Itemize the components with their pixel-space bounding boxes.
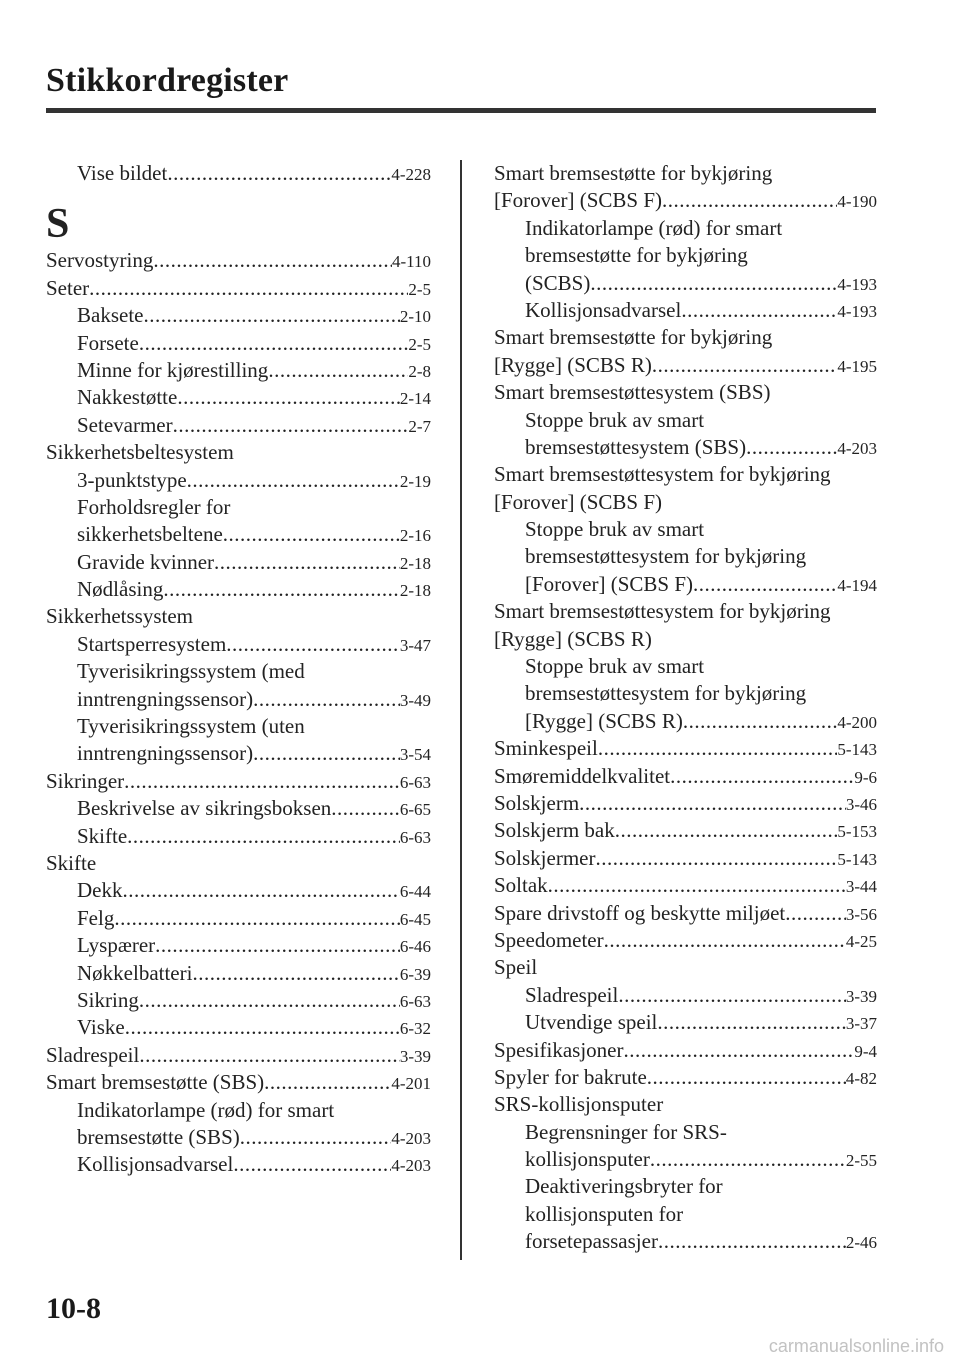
dot-leader: [155, 932, 400, 959]
entry-page-ref: 4-201: [391, 1074, 431, 1094]
entry-page-ref: 4-82: [845, 1068, 877, 1088]
index-subentry: [46, 521, 431, 548]
entry-page-ref: 5-153: [837, 822, 877, 842]
index-subentry: [494, 215, 877, 242]
index-subentry: [494, 543, 877, 570]
index-entry: [46, 275, 431, 302]
entry-page-ref: 4-203: [391, 1156, 431, 1176]
entry-page-ref: 2-5: [408, 279, 431, 299]
dot-leader: [223, 521, 400, 548]
entry-term: Stoppe bruk av smart: [525, 654, 705, 679]
index-column-right: [494, 160, 877, 1256]
index-subentry: [46, 467, 431, 494]
entry-term: Indikatorlampe (rød) for smart: [525, 215, 783, 240]
entry-term: Solskjerm bak: [494, 818, 615, 843]
index-entry: [494, 324, 877, 351]
entry-term: (SCBS): [525, 270, 591, 295]
index-subentry: [46, 631, 431, 658]
entry-page-ref: 3-49: [399, 690, 431, 710]
dot-leader: [662, 187, 837, 214]
index-entry: [46, 247, 431, 274]
entry-page-ref: 2-46: [845, 1233, 877, 1253]
section-letter: [46, 187, 431, 247]
index-subentry: [46, 1014, 431, 1041]
entry-term: Smart bremsestøtte for bykjøring: [494, 325, 773, 350]
index-entry: [494, 900, 877, 927]
dot-leader: [163, 576, 400, 603]
entry-page-ref: 5-143: [837, 849, 877, 869]
index-subentry: [494, 434, 877, 461]
entry-page-ref: 4-200: [837, 712, 877, 732]
entry-page-ref: 3-56: [845, 904, 877, 924]
entry-term: forsetepassasjer: [525, 1229, 658, 1254]
entry-page-ref: 4-228: [391, 165, 431, 184]
index-entry: [46, 850, 431, 877]
entry-term: [Rygge] (SCBS R): [525, 708, 683, 733]
dot-leader: [615, 817, 838, 844]
entry-term: [Rygge] (SCBS R): [494, 352, 652, 377]
index-subentry: [494, 680, 877, 707]
entry-page-ref: 6-45: [399, 909, 431, 929]
dot-leader: [598, 735, 837, 762]
entry-page-ref: 4-193: [837, 301, 877, 321]
entry-term: Stoppe bruk av smart: [525, 407, 705, 432]
entry-page-ref: 6-39: [399, 964, 431, 984]
index-subentry: [494, 708, 877, 735]
index-subentry: [494, 297, 877, 324]
entry-page-ref: 2-18: [399, 553, 431, 573]
entry-term: SRS-kollisjonsputer: [494, 1092, 664, 1117]
entry-term: bremsestøtte for bykjøring: [525, 243, 748, 268]
index-subentry: [46, 384, 431, 411]
dot-leader: [143, 302, 399, 329]
dot-leader: [233, 1151, 391, 1178]
dot-leader: [123, 877, 400, 904]
index-subentry: [46, 823, 431, 850]
index-subentry: [46, 932, 431, 959]
watermark: carmanualsonline.info: [768, 1336, 944, 1356]
entry-term: Nøkkelbatteri: [77, 960, 193, 985]
index-entry: [494, 598, 877, 625]
column-divider: [460, 160, 462, 1260]
dot-leader: [623, 1037, 854, 1064]
index-entry: [46, 603, 431, 630]
entry-term: Spare drivstoff og beskytte miljøet: [494, 900, 786, 925]
index-subentry: [46, 576, 431, 603]
dot-leader: [89, 275, 408, 302]
index-subentry: [46, 877, 431, 904]
index-column-left: [46, 160, 431, 1179]
entry-term: Lyspærer: [77, 933, 156, 958]
index-subentry: [494, 1009, 877, 1036]
entry-term: Utvendige speil: [525, 1010, 658, 1035]
index-subentry: [46, 713, 431, 740]
entry-term: bremsestøttesystem (SBS): [525, 434, 747, 459]
index-subentry: [494, 1173, 877, 1200]
index-entry: [494, 872, 877, 899]
entry-page-ref: 4-190: [837, 192, 877, 212]
dot-leader: [681, 297, 837, 324]
entry-term: Indikatorlampe (rød) for smart: [77, 1097, 335, 1122]
dot-leader: [187, 467, 400, 494]
dot-leader: [331, 795, 400, 822]
dot-leader: [604, 927, 846, 954]
dot-leader: [652, 352, 837, 379]
index-subentry: [46, 960, 431, 987]
index-entry: [494, 954, 877, 981]
dot-leader: [590, 270, 837, 297]
dot-leader: [693, 571, 837, 598]
index-subentry: [46, 160, 431, 187]
dot-leader: [785, 900, 846, 927]
entry-page-ref: 4-195: [837, 356, 877, 376]
entry-page-ref: 2-10: [399, 307, 431, 327]
entry-page-ref: 2-16: [399, 526, 431, 546]
entry-term: inntrengningssensor): [77, 741, 254, 766]
dot-leader: [153, 247, 392, 274]
entry-term: Dekk: [77, 878, 123, 903]
index-entry: [494, 626, 877, 653]
entry-term: Viske: [77, 1015, 125, 1040]
entry-page-ref: 3-44: [845, 877, 877, 897]
page-number: 10-8: [46, 1292, 101, 1325]
entry-term: [Forover] (SCBS F): [525, 571, 694, 596]
entry-term: bremsestøttesystem for bykjøring: [525, 544, 807, 569]
entry-term: Stoppe bruk av smart: [525, 517, 705, 542]
entry-term: Beskrivelse av sikringsboksen: [77, 796, 332, 821]
index-subentry: [46, 795, 431, 822]
entry-term: Vise bildet: [77, 161, 168, 185]
index-entry: [46, 1069, 431, 1096]
index-entry: [494, 461, 877, 488]
entry-term: sikkerhetsbeltene: [77, 522, 223, 547]
entry-term: Gravide kvinner: [77, 549, 215, 574]
dot-leader: [240, 1124, 392, 1151]
dot-leader: [192, 960, 399, 987]
entry-page-ref: 6-65: [399, 800, 431, 820]
entry-term: Smart bremsestøttesystem for bykjøring: [494, 599, 831, 624]
entry-term: Skifte: [46, 850, 97, 875]
entry-term: Solskjermer: [494, 845, 596, 870]
dot-leader: [746, 434, 837, 461]
entry-page-ref: 3-39: [845, 986, 877, 1006]
entry-term: Nødlåsing: [77, 577, 164, 602]
entry-term: Sikring: [77, 987, 139, 1012]
entry-term: Servostyring: [46, 248, 154, 273]
entry-page-ref: 4-110: [391, 252, 431, 272]
entry-term: Speil: [494, 955, 538, 980]
index-subentry: [46, 1097, 431, 1124]
entry-term: Felg: [77, 905, 115, 930]
dot-leader: [173, 412, 409, 439]
entry-term: Sikkerhetssystem: [46, 604, 193, 629]
entry-term: kollisjonsputer: [525, 1147, 650, 1172]
entry-term: Seter: [46, 275, 90, 300]
page-title: Stikkordregister: [46, 62, 289, 99]
index-entry: [494, 379, 877, 406]
entry-term: Setevarmer: [77, 412, 173, 437]
entry-term: Smøremiddelkvalitet: [494, 763, 671, 788]
index-subentry: [494, 653, 877, 680]
entry-term: Kollisjonsadvarsel: [77, 1152, 234, 1177]
entry-term: Forholdsregler for: [77, 494, 231, 519]
index-subentry: [46, 357, 431, 384]
index-entry: [494, 845, 877, 872]
index-entry: [494, 160, 877, 187]
entry-page-ref: 3-37: [845, 1014, 877, 1034]
index-subentry: [46, 740, 431, 767]
entry-term: Tyverisikringssystem (uten: [77, 714, 305, 739]
dot-leader: [226, 631, 400, 658]
entry-page-ref: 9-4: [854, 1041, 877, 1061]
entry-page-ref: 6-46: [399, 937, 431, 957]
dot-leader: [139, 987, 400, 1014]
dot-leader: [167, 160, 391, 187]
entry-page-ref: 5-143: [837, 740, 877, 760]
index-entry: [494, 817, 877, 844]
index-entry: [46, 1042, 431, 1069]
entry-page-ref: 4-203: [837, 438, 877, 458]
entry-term: Kollisjonsadvarsel: [525, 297, 682, 322]
dot-leader: [253, 740, 400, 767]
index-subentry: [46, 905, 431, 932]
entry-page-ref: 9-6: [854, 767, 877, 787]
entry-term: Sikringer: [46, 768, 125, 793]
index-entry: [46, 768, 431, 795]
index-subentry: [46, 658, 431, 685]
index-entry: [494, 1037, 877, 1064]
entry-page-ref: 2-18: [399, 581, 431, 601]
dot-leader: [595, 845, 837, 872]
dot-leader: [124, 768, 400, 795]
index-entry: [494, 1091, 877, 1118]
dot-leader: [647, 1064, 846, 1091]
dot-leader: [670, 763, 854, 790]
entry-term: Minne for kjørestilling: [77, 357, 269, 382]
dot-leader: [650, 1146, 846, 1173]
entry-term: inntrengningssensor): [77, 686, 254, 711]
entry-term: Baksete: [77, 303, 144, 328]
entry-term: Nakkestøtte: [77, 385, 178, 410]
entry-page-ref: 3-39: [399, 1046, 431, 1066]
index-subentry: [494, 1228, 877, 1255]
entry-page-ref: 2-55: [845, 1151, 877, 1171]
index-subentry: [46, 987, 431, 1014]
entry-term: Solskjerm: [494, 790, 580, 815]
entry-page-ref: 2-19: [399, 471, 431, 491]
entry-term: Forsete: [77, 330, 139, 355]
entry-term: Tyverisikringssystem (med: [77, 659, 305, 684]
index-subentry: [494, 516, 877, 543]
index-subentry: [46, 1124, 431, 1151]
dot-leader: [177, 384, 400, 411]
dot-leader: [114, 905, 399, 932]
index-subentry: [46, 1151, 431, 1178]
index-subentry: [46, 302, 431, 329]
entry-term: Spyler for bakrute: [494, 1064, 647, 1089]
index-subentry: [46, 494, 431, 521]
index-entry: [494, 352, 877, 379]
index-entry: [494, 735, 877, 762]
entry-term: [Forover] (SCBS F): [494, 489, 663, 514]
dot-leader: [127, 823, 400, 850]
header-rule: [46, 108, 876, 113]
entry-term: 3-punktstype: [77, 467, 187, 492]
index-entry: [494, 1064, 877, 1091]
index-subentry: [494, 242, 877, 269]
entry-page-ref: 2-14: [399, 389, 431, 409]
dot-leader: [253, 686, 400, 713]
entry-page-ref: 4-25: [845, 931, 877, 951]
entry-term: bremsestøtte (SBS): [77, 1124, 240, 1149]
dot-leader: [139, 1042, 400, 1069]
entry-term: Sladrespeil: [525, 982, 619, 1007]
index-subentry: [494, 1146, 877, 1173]
entry-term: Spesifikasjoner: [494, 1037, 624, 1062]
dot-leader: [657, 1009, 845, 1036]
dot-leader: [548, 872, 846, 899]
entry-page-ref: 4-194: [837, 575, 877, 595]
entry-page-ref: 6-63: [399, 772, 431, 792]
entry-page-ref: 3-47: [399, 635, 431, 655]
entry-term: Begrensninger for SRS-: [525, 1119, 727, 1144]
index-subentry: [46, 412, 431, 439]
index-entry: [494, 187, 877, 214]
dot-leader: [214, 549, 400, 576]
entry-term: bremsestøttesystem for bykjøring: [525, 681, 807, 706]
index-entry: [494, 489, 877, 516]
index-entry: [46, 439, 431, 466]
entry-term: Deaktiveringsbryter for: [525, 1174, 723, 1199]
entry-term: Smart bremsestøttesystem (SBS): [494, 380, 771, 405]
entry-term: Sladrespeil: [46, 1042, 140, 1067]
entry-term: Smart bremsestøtte (SBS): [46, 1070, 265, 1095]
index-subentry: [494, 270, 877, 297]
entry-page-ref: 6-44: [399, 882, 431, 902]
entry-page-ref: 2-7: [408, 416, 431, 436]
section-letter-text: S: [46, 201, 70, 248]
entry-page-ref: 6-32: [399, 1019, 431, 1039]
index-subentry: [494, 407, 877, 434]
dot-leader: [268, 357, 408, 384]
dot-leader: [618, 982, 846, 1009]
index-entry: [494, 790, 877, 817]
dot-leader: [658, 1228, 846, 1255]
index-subentry: [494, 1119, 877, 1146]
entry-page-ref: 2-8: [408, 361, 431, 381]
dot-leader: [683, 708, 837, 735]
index-subentry: [494, 571, 877, 598]
entry-term: Smart bremsestøtte for bykjøring: [494, 161, 773, 185]
index-entry: [494, 927, 877, 954]
index-entry: [494, 763, 877, 790]
entry-term: Sikkerhetsbeltesystem: [46, 440, 234, 465]
dot-leader: [139, 330, 409, 357]
index-subentry: [494, 1201, 877, 1228]
index-subentry: [46, 549, 431, 576]
entry-page-ref: 4-203: [391, 1128, 431, 1148]
dot-leader: [264, 1069, 391, 1096]
entry-term: [Rygge] (SCBS R): [494, 626, 652, 651]
entry-page-ref: 3-54: [399, 745, 431, 765]
dot-leader: [125, 1014, 400, 1041]
entry-term: Skifte: [77, 823, 128, 848]
entry-term: Speedometer: [494, 927, 604, 952]
entry-page-ref: 4-193: [837, 274, 877, 294]
entry-page-ref: 6-63: [399, 991, 431, 1011]
entry-term: Startsperresystem: [77, 631, 227, 656]
entry-term: [Forover] (SCBS F): [494, 188, 663, 213]
entry-term: Soltak: [494, 873, 548, 898]
index-subentry: [494, 982, 877, 1009]
index-subentry: [46, 330, 431, 357]
entry-page-ref: 2-5: [408, 334, 431, 354]
entry-term: Sminkespeil: [494, 736, 598, 761]
entry-page-ref: 3-46: [845, 794, 877, 814]
index-subentry: [46, 686, 431, 713]
entry-page-ref: 6-63: [399, 827, 431, 847]
entry-term: kollisjonsputen for: [525, 1201, 684, 1226]
dot-leader: [579, 790, 846, 817]
entry-term: Smart bremsestøttesystem for bykjøring: [494, 462, 831, 487]
